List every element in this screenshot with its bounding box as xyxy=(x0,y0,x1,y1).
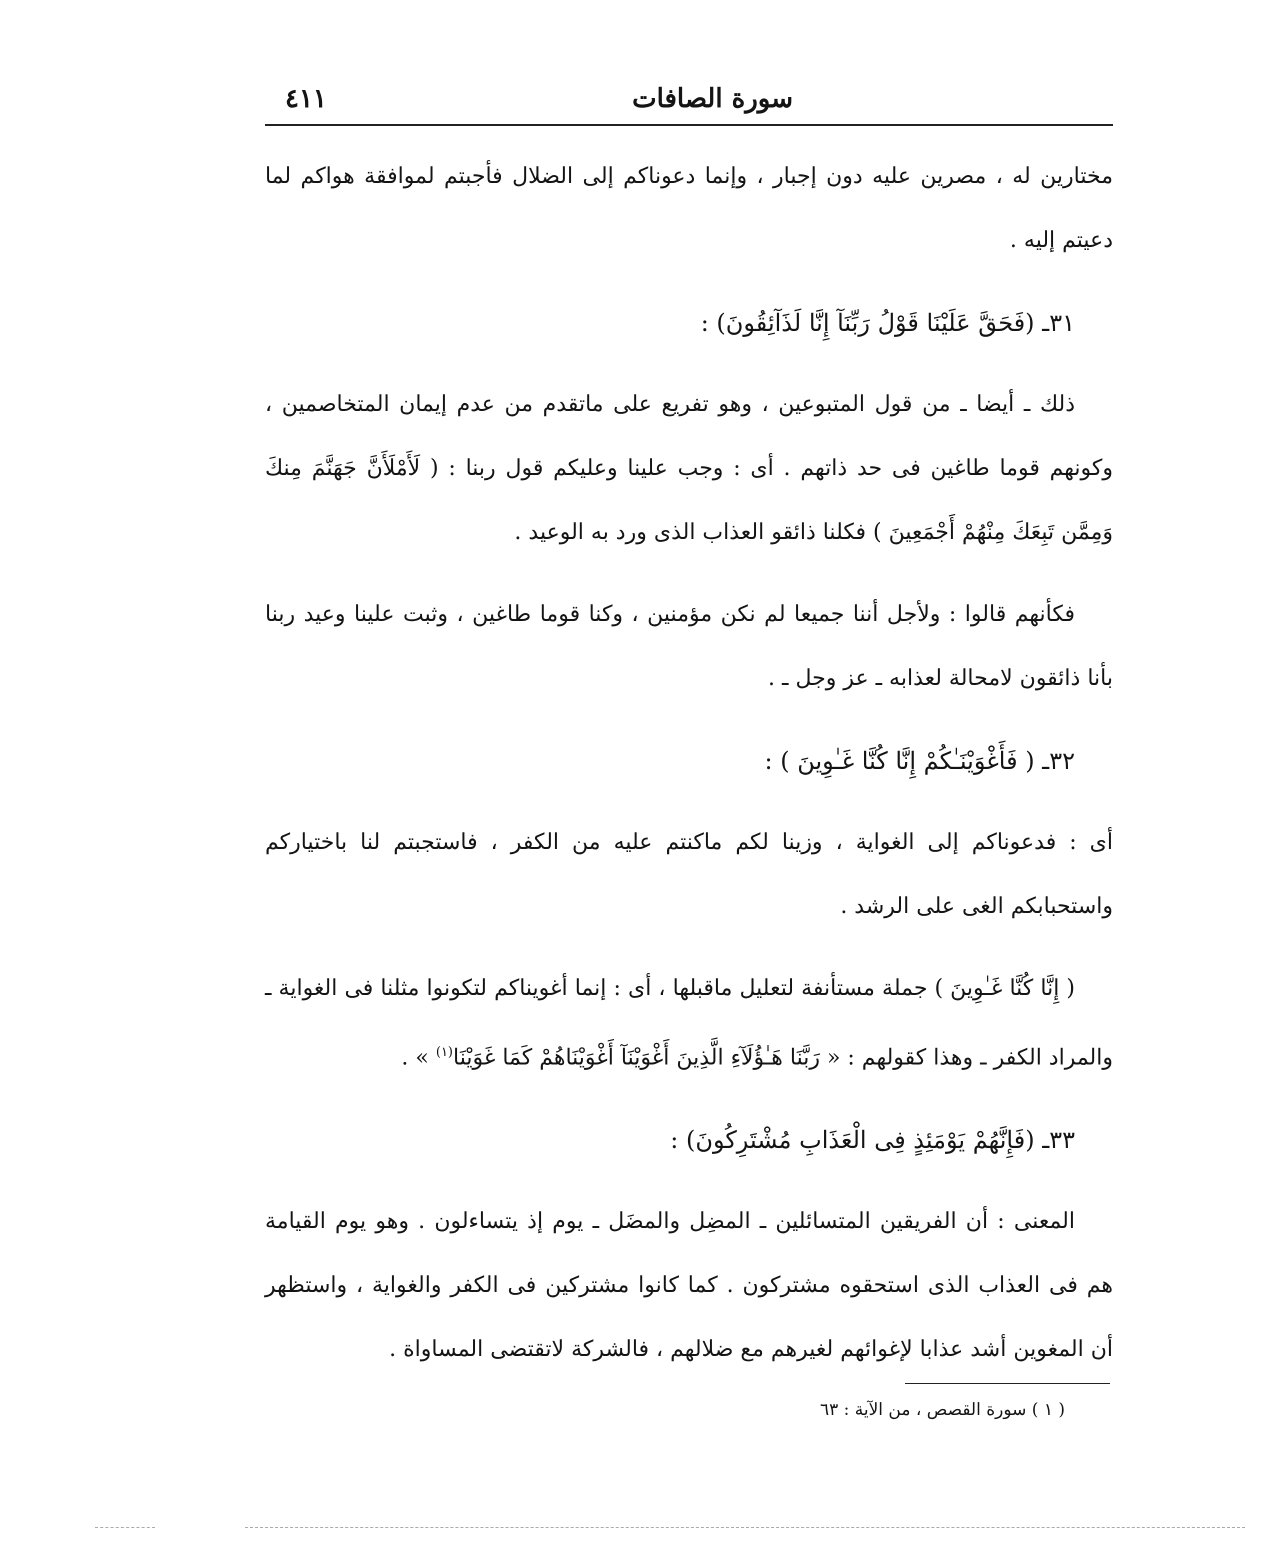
verse-31: ٣١ـ (فَحَقَّ عَلَيْنَا قَوْلُ رَبِّنَآ إِنَّا لَذَآئِقُونَ) : xyxy=(700,309,1075,337)
commentary-paragraph: فكأنهم قالوا : ولأجل أننا جميعا لم نكن مؤمنين ، وكنا قوما طاغين ، وثبت علينا وعيد ربنا بأنا ذائقون لامحالة لعذابه ـ عز وجل ـ . xyxy=(265,602,1113,691)
footnote: ( ١ ) سورة القصص ، من الآية : ٦٣ xyxy=(819,1400,1065,1420)
commentary-paragraph: أى : فدعوناكم إلى الغواية ، وزينا لكم ماكنتم عليه من الكفر ، فاستجبتم لنا باختياركم واستحبابكم الغى على الرشد . xyxy=(265,830,1113,919)
commentary-paragraph: ذلك ـ أيضا ـ من قول المتبوعين ، وهو تفريع على ماتقدم من عدم إيمان المتخاصمين ، وكونهم قوما طاغين فى حد ذاتهم . أى : وجب علينا وعليكم قول ربنا : ( لَأَمْلَأَنَّ جَهَنَّمَ مِنكَ وَمِمَّن تَبِعَكَ مِنْهُمْ أَجْمَعِينَ ) فكلنا ذائقو العذاب الذى ورد به الوعيد . xyxy=(265,392,1113,545)
footnote-rule xyxy=(905,1383,1110,1384)
running-header xyxy=(265,80,1113,124)
main-text xyxy=(265,145,1113,1382)
commentary-paragraph-with-footnote xyxy=(265,957,1113,1090)
footnote-marker: (١) xyxy=(435,1045,453,1060)
verse-32: ٣٢ـ ( فَأَغْوَيْنَـٰكُمْ إِنَّا كُنَّا غَـٰوِينَ ) : xyxy=(764,747,1075,775)
scan-artifact-line xyxy=(95,1527,155,1528)
commentary-paragraph: المعنى : أن الفريقين المتسائلين ـ المضِل والمضَل ـ يوم إذ يتساءلون . وهو يوم القيامة هم فى العذاب الذى استحقوه مشتركون . كما كانوا مشتركين فى الكفر والغواية ، واستظهر أن المغوين أشد عذابا لإغوائهم لغيرهم مع ضلالهم ، فالشركة لاتقتضى المساواة . xyxy=(265,1209,1113,1363)
quote-close: » . xyxy=(401,1045,436,1071)
scan-artifact-line xyxy=(245,1527,1245,1528)
paragraph-text: ( إِنَّا كُنَّا غَـٰوِينَ ) جملة مستأنفة لتعليل ماقبلها ، أى : إنما أغويناكم لتكونوا مثلنا فى الغواية ـ والمراد الكفر ـ وهذا كقولهم : « رَبَّنَا هَـٰؤُلَآءِ الَّذِينَ أَغْوَيْنَآ أَغْوَيْنَاهُمْ كَمَا غَوَيْنَا xyxy=(265,976,1113,1071)
paragraph-continuation: مختارين له ، مصرين عليه دون إجبار ، وإنما دعوناكم إلى الضلال فأجبتم لموافقة هواكم لما دعيتم إليه . xyxy=(265,164,1113,253)
verse-33: ٣٣ـ (فَإِنَّهُمْ يَوْمَئِذٍ فِى الْعَذَابِ مُشْتَرِكُونَ) : xyxy=(670,1126,1075,1155)
page-number: ٤١١ xyxy=(285,84,327,114)
surah-title: سورة الصافات xyxy=(632,84,793,114)
header-rule xyxy=(265,124,1113,126)
